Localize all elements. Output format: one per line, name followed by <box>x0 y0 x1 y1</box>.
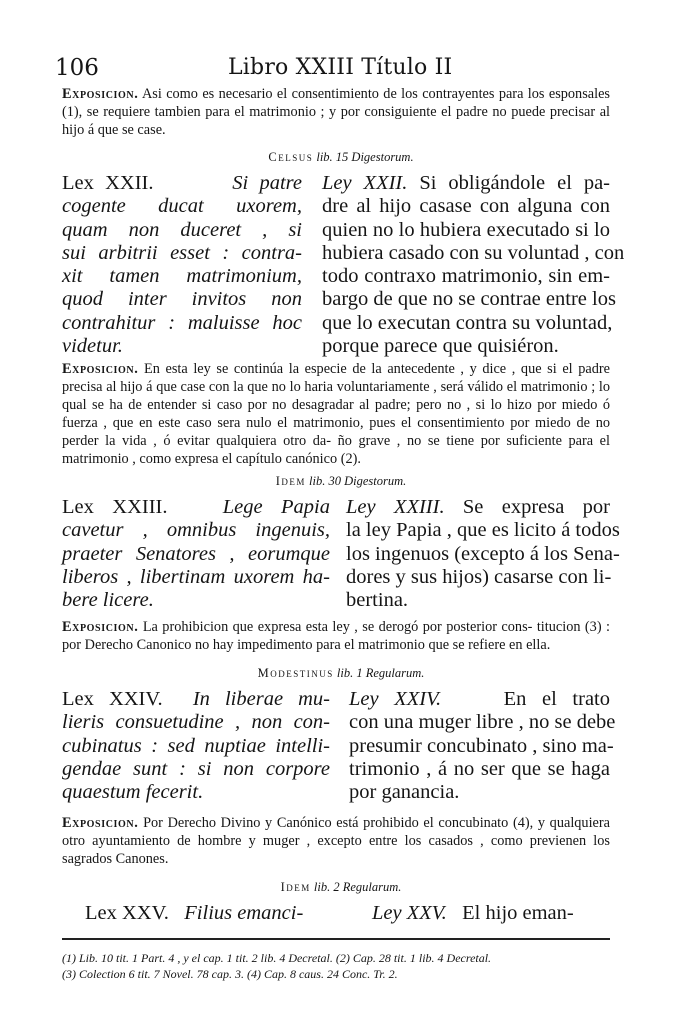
spanish-line <box>346 496 610 519</box>
spanish-line: dre al hijo casase con alguna con <box>322 195 610 218</box>
running-title: Libro XXIII Título II <box>228 55 453 80</box>
ley-label: Ley XXV. <box>372 902 447 924</box>
source-citation <box>0 150 682 165</box>
exposicion-line: válido el matrimonio ; lo qual se ha de entender si caso por no desagradar al padre; <box>62 379 611 413</box>
spanish-line: por ganancia. <box>349 781 460 804</box>
ley-label: Ley XXII. <box>322 172 408 194</box>
spanish-line: presumir concubinato , sino ma- <box>349 734 614 757</box>
latin-line-text: Lege Papia <box>222 496 330 518</box>
exposicion-label: Exposicion. <box>62 86 139 102</box>
spanish-line: bargo de que no se contrae entre los <box>322 288 616 311</box>
source-author: Idem <box>280 880 311 894</box>
latin-line: quod inter invitos non <box>62 288 302 311</box>
exposicion-line: titucion (3) : por Derecho Canonico no hay impedimento para el matrimonio que se <box>62 619 610 653</box>
latin-text <box>62 172 302 358</box>
exposicion-line: Asi como es necesario el consentimiento de los contrayentes para los <box>141 86 545 102</box>
exposicion-line: pues el consentimiento por miedo de no perder la vida , ó evitar qualquiera otro da- <box>62 415 610 449</box>
lex-label: Lex XXIII. <box>62 496 168 518</box>
spanish-text <box>372 902 610 925</box>
footnote-rule <box>62 938 610 940</box>
exposicion-label: Exposicion. <box>62 361 139 377</box>
spanish-line: todo contraxo matrimonio, sin em- <box>322 265 610 288</box>
source-author: Modestinus <box>257 666 334 680</box>
latin-line: praeter Senatores , eorumque <box>62 542 330 565</box>
spanish-line <box>322 172 610 195</box>
latin-line: liberos , libertinam uxorem ha- <box>62 565 330 588</box>
spanish-line: bertina. <box>346 589 409 612</box>
spanish-line: hubiera casado con su voluntad , con <box>322 241 625 264</box>
latin-line: contrahitur : maluisse hoc <box>62 311 302 334</box>
source-reference: lib. 2 Regularum. <box>313 880 402 894</box>
footnote: (3) Colection 6 tit. 7 Novel. 78 cap. 3. (4) Cap. 8 caus. 24 Conc. Tr. 2. <box>62 967 398 981</box>
latin-line <box>62 172 302 195</box>
source-reference: lib. 15 Digestorum. <box>316 150 414 164</box>
exposicion-label: Exposicion. <box>62 619 139 635</box>
latin-line: quam non duceret , si <box>62 218 302 241</box>
latin-line: sui arbitrii esset : contra- <box>62 241 302 264</box>
spanish-text <box>349 688 616 804</box>
lex-label: Lex XXII. <box>62 172 154 194</box>
latin-line: cubinatus : sed nuptiae intelli- <box>62 734 330 757</box>
latin-text <box>85 902 335 925</box>
exposicion-line: el padre precisa al hijo á que case con la que no lo haria voluntariamente , será <box>62 361 610 395</box>
exposicion-line: esponsales (1), se requiere tambien para el matrimonio ; y por consiguiente el padre <box>62 86 610 120</box>
latin-line: cogente ducat uxorem, <box>62 195 302 218</box>
spanish-line-text: Se expresa por <box>462 496 610 518</box>
spanish-line: los ingenuos (excepto á los Sena- <box>346 542 620 565</box>
source-citation <box>0 666 682 681</box>
spanish-line: que lo executan contra su voluntad, <box>322 311 613 334</box>
exposicion-line: ño grave , no se tiene por suficiente para el matrimonio , como expresa el capítulo <box>62 433 610 467</box>
spanish-line <box>349 688 610 711</box>
exposicion-line: La prohibicion que expresa esta ley , se derogó por posterior cons- <box>142 619 533 635</box>
page-number: 106 <box>55 55 99 81</box>
exposicion-label: Exposicion. <box>62 815 139 831</box>
source-reference: lib. 30 Digestorum. <box>309 474 407 488</box>
source-reference: lib. 1 Regularum. <box>336 666 425 680</box>
spanish-line: con una muger libre , no se debe <box>349 711 616 734</box>
footnote: (1) Lib. 10 tit. 1 Part. 4 , y el cap. 1 tit. 2 lib. 4 Decretal. (2) Cap. 28 tit. 1 lib. 4 Decretal. <box>62 951 492 965</box>
latin-line: videtur. <box>62 335 123 358</box>
latin-text <box>62 688 330 804</box>
spanish-line: porque parece que quisiéron. <box>322 335 559 358</box>
spanish-line-text: Si obligándole el pa- <box>419 172 611 194</box>
ley-label: Ley XXIV. <box>349 688 442 710</box>
spanish-line: trimonio , á no ser que se haga <box>349 757 610 780</box>
exposicion-note <box>62 85 610 139</box>
latin-line: cavetur , omnibus ingenuis, <box>62 519 330 542</box>
spanish-text <box>346 496 620 612</box>
source-author: Idem <box>275 474 306 488</box>
source-citation <box>0 880 682 895</box>
latin-line: xit tamen matrimonium, <box>62 265 302 288</box>
latin-line: quaestum fecerit. <box>62 781 204 804</box>
source-author: Celsus <box>268 150 314 164</box>
latin-line: bere licere. <box>62 589 154 612</box>
ley-label: Ley XXIII. <box>346 496 445 518</box>
latin-line: gendae sunt : si non corpore <box>62 757 330 780</box>
latin-line: Filius emanci- <box>184 902 304 924</box>
latin-line <box>62 496 330 519</box>
lex-label: Lex XXIV. <box>62 688 163 710</box>
exposicion-note <box>62 360 610 468</box>
exposicion-line: refiere en ella. <box>468 637 551 653</box>
exposicion-note <box>62 618 610 654</box>
exposicion-line: Por Derecho Divino y Canónico está prohibido el concubinato (4), y <box>143 815 545 831</box>
source-citation <box>0 474 682 489</box>
exposicion-line: pero no , si lo hizo por miedo ó fuerza , que en este caso sera nulo el matrimonio, <box>62 397 611 431</box>
spanish-line: la ley Papia , que es licito á todos <box>346 519 620 542</box>
spanish-text <box>322 172 625 358</box>
exposicion-note <box>62 814 610 868</box>
latin-line-text: Si patre <box>232 172 302 194</box>
latin-text <box>62 496 330 612</box>
latin-line: lieris consuetudine , non con- <box>62 711 330 734</box>
spanish-line: quien no lo hubiera executado si lo <box>322 218 610 241</box>
exposicion-line: canónico (2). <box>285 451 361 467</box>
latin-line-text: In liberae mu- <box>192 688 331 710</box>
exposicion-line: En esta ley se continúa la especie de la antecedente , y dice , que si <box>144 361 557 377</box>
spanish-line: dores y sus hijos) casarse con li- <box>346 565 612 588</box>
exposicion-line: no puede precisar al hijo á que se case. <box>62 104 611 138</box>
latin-line <box>62 688 330 711</box>
exposicion-line: qualquiera otro ayuntamiento de hombre y muger , excepto entre los casados , como <box>62 815 611 849</box>
lex-label: Lex XXV. <box>85 902 169 924</box>
exposicion-line: previenen los sagrados Canones. <box>62 833 610 867</box>
spanish-line-text: En el trato <box>503 688 610 710</box>
spanish-line: El hijo eman- <box>462 902 574 924</box>
